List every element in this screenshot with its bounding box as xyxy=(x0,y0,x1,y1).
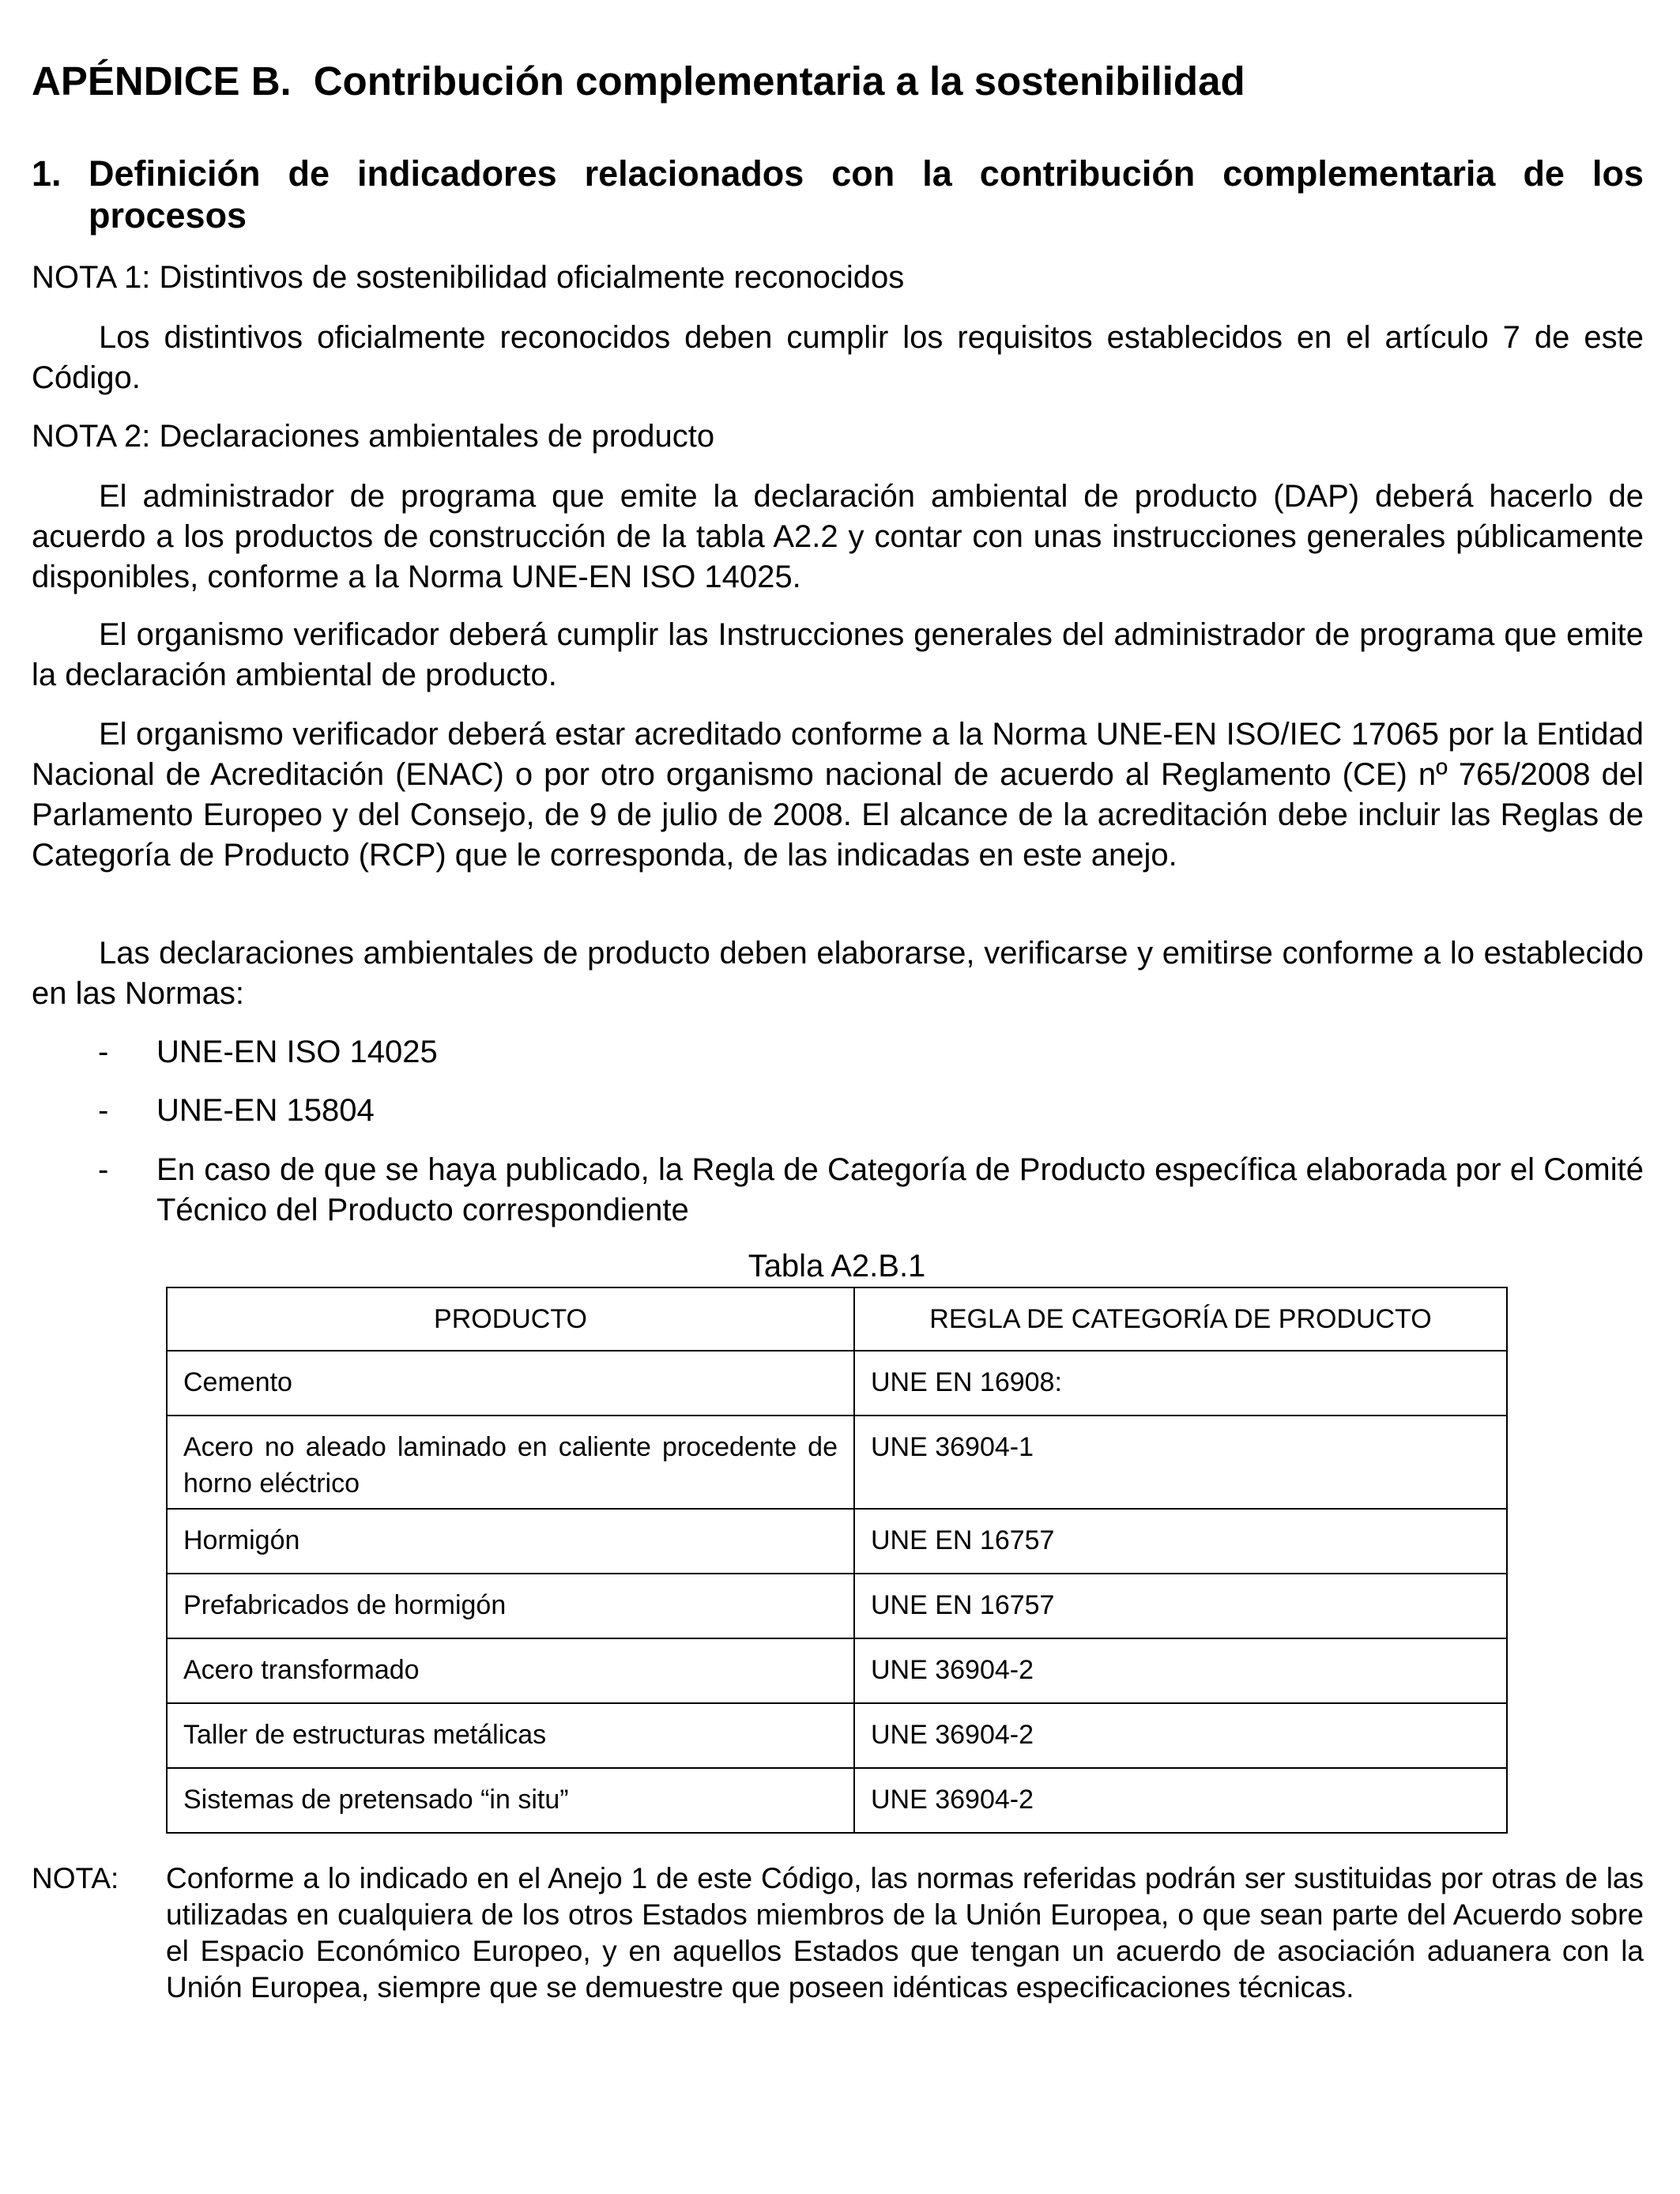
rcp-table xyxy=(166,1287,1508,1834)
footnote xyxy=(32,1860,1644,2006)
list-item-text: UNE-EN ISO 14025 xyxy=(156,1035,438,1069)
table-header-row xyxy=(167,1287,1507,1351)
footnote-text: Conforme a lo indicado en el Anejo 1 de este Código, las normas referidas podrán ser sustituidas por otras de las utilizadas en cualquiera de los otros Estados miembros de la Unión Europea, o que sean parte del Acuerdo sobre el Espacio Económico Europeo, y en aquellos Estados que tengan un acuerdo de asociación aduanera con la Unión Europea, siempre que se demuestre que poseen idénticas especificaciones técnicas. xyxy=(166,1862,1644,2004)
nota2-paragraph-1: El administrador de programa que emite la declaración ambiental de producto (DAP) deberá hacerlo de acuerdo a los productos de construcción de la tabla A2.2 y contar con unas instrucciones generales públicamente disponibles, conforme a la Norma UNE-EN ISO 14025. xyxy=(32,479,1644,594)
nota1-heading: NOTA 1: Distintivos de sostenibilidad oficialmente reconocidos xyxy=(32,260,905,295)
list-item xyxy=(98,1032,1644,1072)
cell-producto: Sistemas de pretensado “in situ” xyxy=(167,1768,854,1833)
table-row xyxy=(167,1768,1507,1833)
nota1-paragraph: Los distintivos oficialmente reconocidos deben cumplir los requisitos establecidos en el artículo 7 de este Código. xyxy=(32,320,1644,395)
footnote-label: NOTA: xyxy=(32,1862,119,1894)
cell-producto: Cemento xyxy=(167,1351,854,1416)
table-row xyxy=(167,1703,1507,1768)
list-item xyxy=(98,1091,1644,1131)
table-caption: Tabla A2.B.1 xyxy=(748,1249,926,1284)
appendix-label: APÉNDICE B. xyxy=(32,58,292,104)
cell-regla: UNE 36904-2 xyxy=(854,1703,1507,1768)
cell-regla: UNE EN 16908: xyxy=(854,1351,1507,1416)
bullet-marker: - xyxy=(98,1152,109,1187)
column-header-regla: REGLA DE CATEGORÍA DE PRODUCTO xyxy=(854,1287,1507,1351)
nota2-paragraph-2: El organismo verificador deberá cumplir las Instrucciones generales del administrador de programa que emite la declaración ambiental de producto. xyxy=(32,617,1644,692)
nota2-heading: NOTA 2: Declaraciones ambientales de producto xyxy=(32,419,715,454)
nota2-paragraph-3: El organismo verificador deberá estar acreditado conforme a la Norma UNE-EN ISO/IEC 17065 por la Entidad Nacional de Acreditación (ENAC) o por otro organismo nacional de acuerdo al Reglamento (CE) nº 765/2008 del Parlamento Europeo y del Consejo, de 9 de julio de 2008. El alcance de la acreditación debe incluir las Reglas de Categoría de Producto (RCP) que le corresponda, de las indicadas en este anejo. xyxy=(32,717,1644,873)
list-item xyxy=(98,1150,1644,1231)
cell-regla: UNE 36904-2 xyxy=(854,1638,1507,1703)
cell-producto: Acero no aleado laminado en caliente procedente de horno eléctrico xyxy=(167,1416,854,1509)
bullet-marker: - xyxy=(98,1035,109,1069)
table-row xyxy=(167,1574,1507,1638)
appendix-title xyxy=(32,57,1245,105)
cell-regla: UNE EN 16757 xyxy=(854,1574,1507,1638)
cell-regla: UNE EN 16757 xyxy=(854,1509,1507,1574)
cell-producto: Hormigón xyxy=(167,1509,854,1574)
table-row xyxy=(167,1638,1507,1703)
bullet-marker: - xyxy=(98,1093,109,1128)
table-row xyxy=(167,1351,1507,1416)
section-title: Definición de indicadores relacionados con la contribución complementaria de los procesos xyxy=(89,153,1644,236)
table-row xyxy=(167,1509,1507,1574)
cell-producto: Acero transformado xyxy=(167,1638,854,1703)
list-item-text: En caso de que se haya publicado, la Regla de Categoría de Producto específica elaborada por el Comité Técnico del Producto correspondiente xyxy=(156,1152,1644,1227)
column-header-producto: PRODUCTO xyxy=(167,1287,854,1351)
appendix-title-text: Contribución complementaria a la sostenibilidad xyxy=(313,58,1245,104)
cell-regla: UNE 36904-2 xyxy=(854,1768,1507,1833)
cell-producto: Taller de estructuras metálicas xyxy=(167,1703,854,1768)
nota2-paragraph-4: Las declaraciones ambientales de producto deben elaborarse, verificarse y emitirse conforme a lo establecido en las Normas: xyxy=(32,936,1644,1011)
list-item-text: UNE-EN 15804 xyxy=(156,1093,375,1128)
cell-regla: UNE 36904-1 xyxy=(854,1416,1507,1509)
section-heading xyxy=(32,153,1644,236)
cell-producto: Prefabricados de hormigón xyxy=(167,1574,854,1638)
section-number: 1. xyxy=(32,153,62,194)
table-row xyxy=(167,1416,1507,1509)
